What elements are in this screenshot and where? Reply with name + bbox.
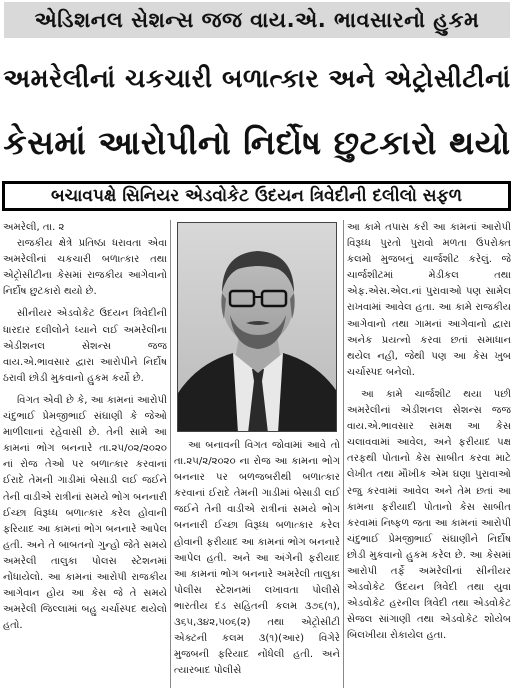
person-portrait-icon	[178, 223, 337, 432]
column-1-paragraph-1: રાજકીય ક્ષેત્રે પ્રતિષ્ઠા ધરાવતા એવા અમરેલીનાં ચકચારી બળાત્કાર તથા એટ્રોસીટીના કેસમાં રાજકીય આગેવાનો નિર્દોષ છુટકારો થયો છે.	[3, 238, 167, 298]
column-divider-1	[170, 220, 171, 688]
article-column-1	[3, 220, 167, 690]
column-divider-2	[343, 220, 344, 688]
column-2-paragraph-1: આ બનાવની વિગત જોવામાં આવે તો તા.૨૫/૨/૨૦૨૦ ના રોજ આ કામના ભોગ બનનાર પર બળજબરીથી બળાત્કાર કરવાનાં ઈરાદે તેમની ગાડીમાં બેસાડી લઈ જઈને તેની વાડીએ રાત્રીનાં સમયે ભોગ બનનારી ઈચ્છા વિરૂધ્ધ બળાત્કાર કરેલ હોવાની ફરીયાદ આ કામનાં ભોગ બનનારે આપેલ હતી. અને આ અંગેની ફરીયાદ આ કામનાં ભોગ બનનારે અમરેલી તાલુકા પોલીસ સ્ટેશનમાં લખાવતા પોલીસે ભારતીય દંડ સહિતની કલમ ૩૭૬(૧), ૩૬૫,૩૪૨,૫૦૬(૨) તથા એટ્રોસીટી એક્ટની કલમ ૩(૧)(આર) વિગેરે મુજબની ફરિયાદ નોંધેલી હતી. અને ત્યારબાદ પોલીસે	[174, 440, 340, 677]
headline-line-2: કેસમાં આરોપીનો નિર્દોષ છુટકારો થયો	[3, 123, 511, 162]
dateline: અમરેલી, તા. ૨	[3, 222, 65, 233]
column-3-paragraph-1: આ કામે તપાસ કરી આ કામનાં આરોપી વિરૂધ્ધ પુરતો પુરાવો મળતા ઉપરોક્ત કલમો મુજબનું ચાર્જશીટ કરેલું. જે ચાર્જશીટમાં મેડીકલ તથા એફ.એસ.એલ.નાં પુરાવાઓ પણ સામેલ રાખવામાં આવેલ હતા. આ કામે રાજકીય આગેવાનો તથા ગામનાં આગેવાનો દ્વારા અનેક પ્રયત્નો કરવા છતાં સમાધાન થયેલ નહી, જેથી પણ આ કેસ ખુબ ચર્ચાસ્પદ બનેલો.	[347, 222, 511, 378]
kicker-headline: એડિશનલ સેશન્સ જજ વાય.એ. ભાવસારનો હુકમ	[4, 2, 510, 38]
column-1-paragraph-3: વિગત એવી છે કે, આ કામનાં આરોપી ચંદુભાઈ પ્રેમજીભાઈ સંઘાણી કે જેઓ માળીલાનાં રહેવાસી છે. તેની સામે આ કામનાં ભોગ બનનારે તા.૨૫/૦૨/૨૦૨૦ નાં રોજ તેઓ પર બળાત્કાર કરવાનાં ઈરાદે તેમની ગાડીમાં બેસાડી લઈ જઈને તેની વાડીએ રાત્રીનાં સમયે ભોગ બનનારી ઈચ્છા વિરૂધ્ધ બળાત્કાર કરેલ હોવાની ફરિયાદ આ કામનાં ભોગ બનનારે આપેલ હતી. અને તે બાબતનો ગુન્હો જેતે સમયે અમરેલી તાલુકા પોલસ સ્ટેશનમાં નોંધાયેલો. આ કામનાં આરોપી રાજકીય આગેવાન હોય આ કેસ જે તે સમયે અમરેલી જિલ્લામાં બહુ ચર્ચાસ્પદ થયેલો હતો.	[3, 394, 167, 632]
subheadline: બચાવપક્ષે સિનિયર એડવોકેટ ઉદયન ત્રિવેદીની દલીલો સફળ	[2, 181, 511, 211]
column-1-paragraph-2: સીનીયર એડવોકેટ ઉદયન ત્રિવેદીની ધારદાર દલીલોને ધ્યાને લઈ અમરેલીના એડીશનલ સેશન્સ જજ વાય.એ.ભાવસાર દ્વારા આરોપીને નિર્દોષ ઠરાવી છોડી મુકવાનો હુકમ કર્યો છે.	[3, 308, 167, 384]
headline-line-1: અમરેલીનાં ચકચારી બળાત્કાર અને એટ્રોસીટીનાં	[3, 64, 511, 94]
article-column-3	[347, 220, 511, 690]
article-column-2	[174, 438, 340, 690]
advocate-photo	[177, 222, 337, 432]
column-3-paragraph-2: આ કામે ચાર્જશીટ થયા પછી અમરેલીનાં એડીશનલ સેશન્સ જજ વાય.એ.ભાવસાર સમક્ષ આ કેસ ચલાવવામાં આવેલ, અને ફરીયાદ પક્ષ તરફથી પોતાનો કેસ સાબીત કરવા માટે લેખીત તથા મૌખીક એમ ઘણા પુરાવાઓ રજુ કરવામાં આવેલ અને તેમ છતાં આ કામના ફરીયાદી પોતાનો કેસ સાબીત કરવામાં નિષ્ફળ જતા આ કામનાં આરોપી ચંદુભાઈ પ્રેમજીભાઈ સંઘાણીને નિર્દોષ છોડી મુકવાનો હુકમ કરેલ છે. આ કેસમાં આરોપી તર્ફે અમરેલીનાં સીનીયર એડવોકેટ ઉદયન ત્રિવેદી તથા યુવા એડવોકેટ હરનીલ ત્રિવેદી તથા એડવોકેટ સેજલ સાંગાણી તથા એડવોકેટ શોયેબ બિલખીયા રોકાયેલ હતા.	[347, 388, 511, 642]
